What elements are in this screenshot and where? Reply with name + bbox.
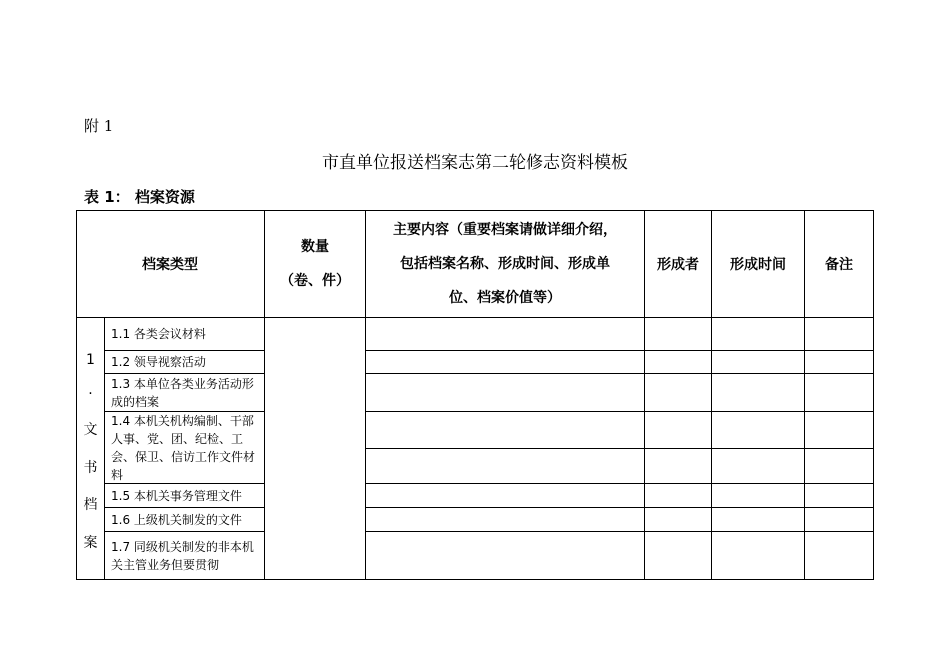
col-divider-category xyxy=(104,317,105,580)
row-line xyxy=(365,483,874,484)
row-type-label: 1.1 各类会议材料 xyxy=(111,327,206,341)
header-creator: 形成者 xyxy=(657,256,699,273)
row-line xyxy=(365,507,874,508)
row-type-label: 1.4 本机关机构编制、干部人事、党、团、纪检、工会、保卫、信访工作文件材料 xyxy=(111,413,256,482)
category-char: 书 xyxy=(83,459,98,476)
category-char: · xyxy=(88,385,93,402)
row-line xyxy=(365,448,874,449)
document-title: 市直单位报送档案志第二轮修志资料模板 xyxy=(322,153,628,173)
category-char: 档 xyxy=(83,497,98,514)
header-quantity-unit: （卷、件） xyxy=(280,272,350,289)
header-content xyxy=(366,210,644,317)
row-type-label: 1.3 本单位各类业务活动形成的档案 xyxy=(111,376,254,409)
category-char: 文 xyxy=(83,422,98,439)
archive-resources-table xyxy=(76,210,874,580)
header-content-line: 包括档案名称、形成时间、形成单 xyxy=(400,255,610,272)
row-line xyxy=(365,531,874,532)
header-time: 形成时间 xyxy=(730,256,786,273)
row-line xyxy=(365,373,874,374)
header-quantity-label: 数量 xyxy=(301,238,329,255)
table-border-bottom xyxy=(76,579,874,580)
category-char: 1 xyxy=(86,352,95,368)
row-type-label: 1.2 领导视察活动 xyxy=(111,355,206,369)
header-content-line: 主要内容（重要档案请做详细介绍， xyxy=(393,221,617,238)
header-quantity xyxy=(265,210,365,317)
header-type: 档案类型 xyxy=(142,256,198,273)
header-remarks: 备注 xyxy=(825,256,853,273)
annex-label: 附 1 xyxy=(84,117,114,135)
row-type-label: 1.7 同级机关制发的非本机关主管业务但要贯彻 xyxy=(111,539,254,572)
table-title: 表 1： 档案资源 xyxy=(84,188,195,206)
table-border-right xyxy=(873,210,874,580)
row-type-label: 1.6 上级机关制发的文件 xyxy=(111,512,242,527)
row-type-label: 1.5 本机关事务管理文件 xyxy=(111,488,242,503)
row-line xyxy=(365,350,874,351)
row-line xyxy=(365,411,874,412)
category-char: 案 xyxy=(83,534,98,551)
header-content-line: 位、档案价值等） xyxy=(449,289,561,306)
category-label xyxy=(77,352,104,552)
